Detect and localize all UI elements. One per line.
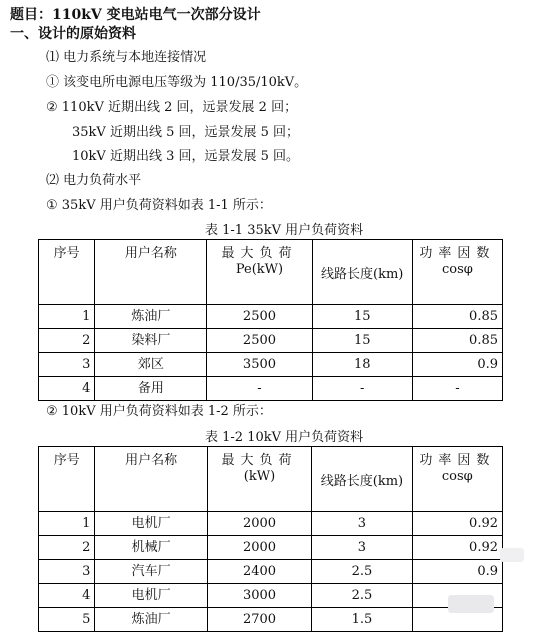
cell-index: 5 [39,608,95,632]
cell-load: 3500 [207,353,312,377]
cell-index: 1 [39,305,95,329]
table-row [39,377,503,401]
table1-caption: 表 1-1 35kV 用户负荷资料 [205,223,364,238]
header-pf-line1: 功率因数 [419,246,496,261]
header-name: 用户名称 [95,240,207,305]
cell-name: 炼油厂 [95,608,207,632]
cell-pf: - [412,377,502,401]
cell-length: 2.5 [312,584,412,608]
cell-name: 电机厂 [95,512,207,536]
cell-name: 炼油厂 [95,305,207,329]
header-load-line2: Pe(kW) [235,262,284,277]
header-pf-line2: cosφ [441,469,473,484]
cell-load: 2700 [207,608,311,632]
cell-length: 15 [312,329,412,353]
item2-2: ② 10kV 用户负荷资料如表 1-2 所示： [46,404,272,419]
header-name: 用户名称 [95,447,207,512]
cell-pf: 0.92 [412,512,502,536]
cell-length: 1.5 [312,608,412,632]
cell-length: 15 [312,305,412,329]
cell-name: 电机厂 [95,584,207,608]
cell-name: 郊区 [95,353,207,377]
cell-load: 2500 [207,305,312,329]
item1-heading: ⑴ 电力系统与本地连接情况 [46,50,207,65]
table-row [39,608,503,632]
cell-pf: 0.9 [412,560,502,584]
cell-length: 2.5 [312,560,412,584]
section-heading: 一、设计的原始资料 [10,26,136,42]
table-row [39,512,503,536]
cell-length: - [312,377,412,401]
cell-index: 2 [39,329,95,353]
table-row [39,560,503,584]
watermark-blur [448,595,494,613]
header-index: 序号 [39,240,95,305]
cell-length: 18 [312,353,412,377]
cell-length: 3 [312,512,412,536]
cell-index: 4 [39,584,95,608]
cell-pf: 0.85 [412,329,502,353]
document-title: 题目：110kV 变电站电气一次部分设计 [10,7,261,23]
header-load-line1: 最大负荷 [221,246,298,261]
header-length: 线路长度(km) [312,447,412,512]
cell-name: 机械厂 [95,536,207,560]
cell-load: 2000 [207,536,311,560]
watermark-blur [500,548,524,562]
item2-1: ① 35kV 用户负荷资料如表 1-1 所示： [46,198,272,213]
table-row [39,536,503,560]
cell-index: 4 [39,377,95,401]
header-pf-line2: cosφ [441,262,473,277]
cell-pf: 0.9 [412,353,502,377]
cell-index: 3 [39,353,95,377]
table1 [38,239,503,401]
cell-name: 汽车厂 [95,560,207,584]
table-row [39,329,503,353]
cell-load: 2400 [207,560,311,584]
header-load-line2: (kW) [243,469,276,484]
cell-load: 3000 [207,584,311,608]
item1-2: ② 110kV 近期出线 2 回，远景发展 2 回； [46,100,298,115]
table-row [39,353,503,377]
cell-name: 染料厂 [95,329,207,353]
table2 [38,446,503,632]
header-index: 序号 [39,447,95,512]
item1-3: 35kV 近期出线 5 回，远景发展 5 回； [72,125,300,140]
cell-load: 2000 [207,512,311,536]
table2-caption: 表 1-2 10kV 用户负荷资料 [205,430,364,445]
table2-header-row [39,447,503,512]
cell-pf: 0.85 [412,305,502,329]
cell-index: 2 [39,536,95,560]
item1-4: 10kV 近期出线 3 回，远景发展 5 回。 [72,149,300,164]
cell-index: 1 [39,512,95,536]
cell-length: 3 [312,536,412,560]
table-row [39,584,503,608]
table1-header-row [39,240,503,305]
header-load-line1: 最大负荷 [221,453,298,468]
item1-1: ① 该变电所电源电压等级为 110/35/10kV。 [46,75,308,90]
item2-heading: ⑵ 电力负荷水平 [46,173,142,188]
cell-index: 3 [39,560,95,584]
cell-load: 2500 [207,329,312,353]
cell-load: - [207,377,312,401]
header-length: 线路长度(km) [312,240,412,305]
header-pf-line1: 功率因数 [419,453,496,468]
table-row [39,305,503,329]
cell-name: 备用 [95,377,207,401]
cell-pf: 0.92 [412,536,502,560]
